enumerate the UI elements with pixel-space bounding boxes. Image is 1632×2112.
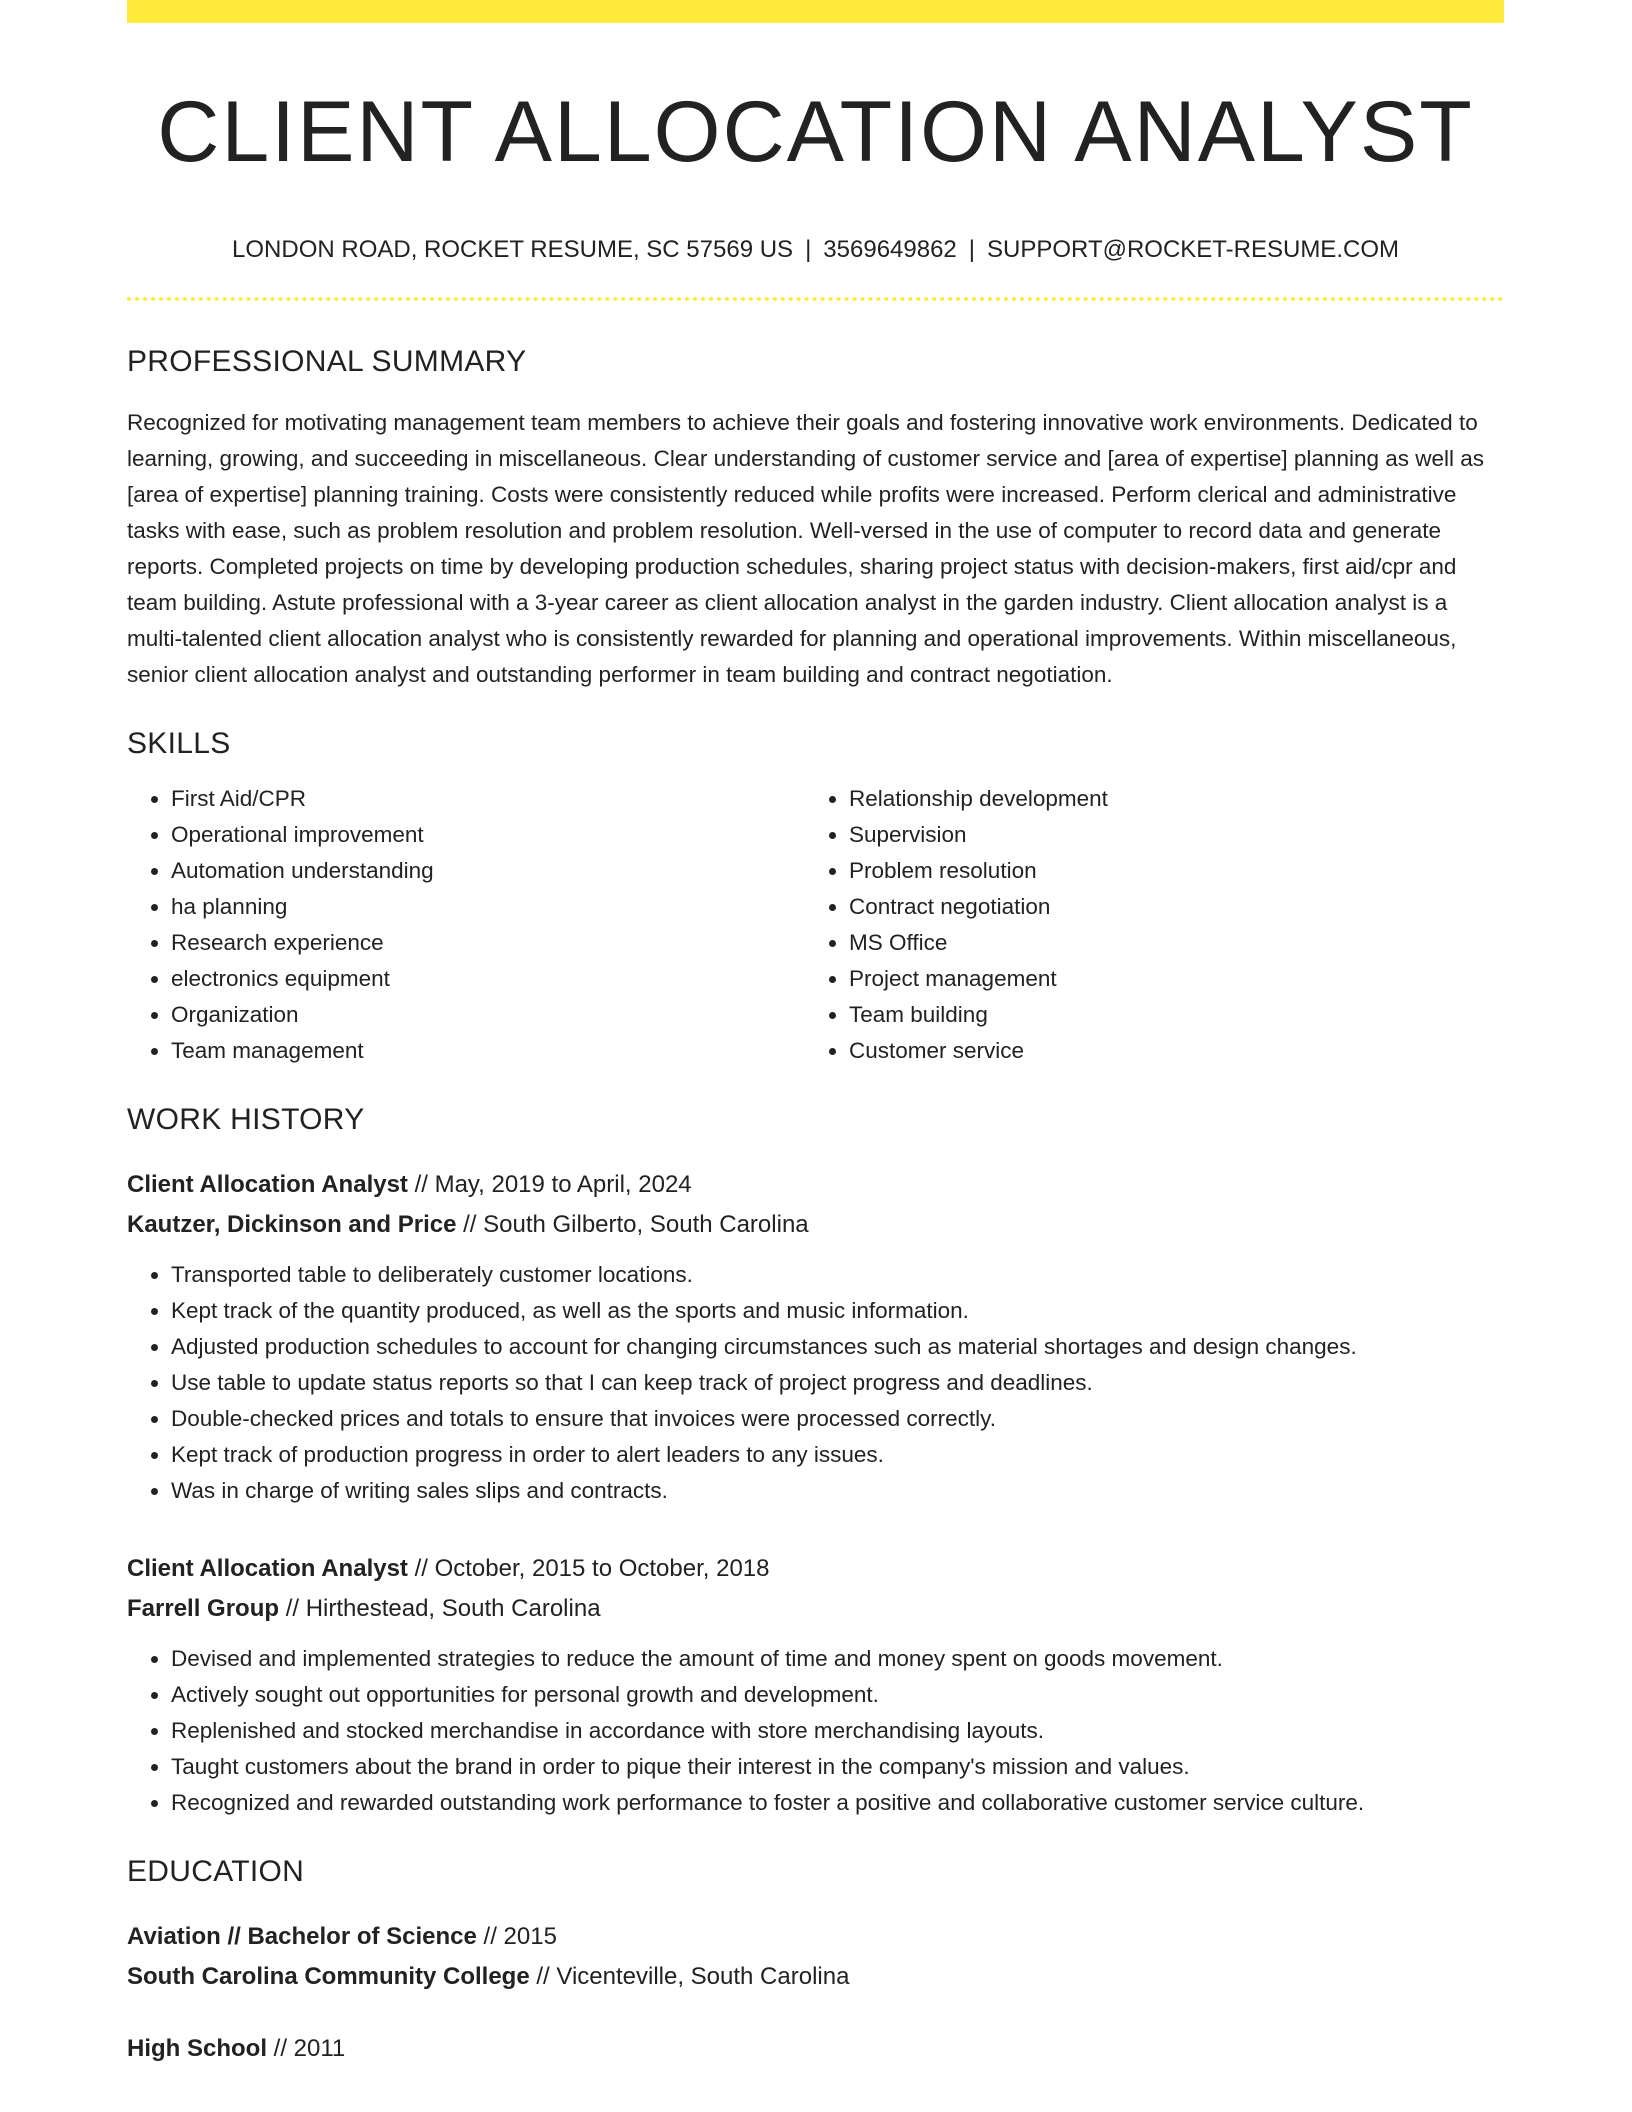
- contact-phone: 3569649862: [823, 235, 957, 263]
- job-bullet: • Devised and implemented strategies to reduce the amount of time and money spent on goods movement.: [171, 1641, 1504, 1677]
- job-bullet: • Double-checked prices and totals to ensure that invoices were processed correctly.: [171, 1401, 1504, 1437]
- education-entry: [127, 1917, 1504, 1997]
- skill-item: • Relationship development: [849, 781, 1483, 817]
- contact-separator: |: [805, 235, 812, 263]
- resume-name-title: CLIENT ALLOCATION ANALYST: [157, 84, 1474, 180]
- skill-item: • Customer service: [849, 1033, 1483, 1069]
- job-dates: // May, 2019 to April, 2024: [407, 1170, 692, 1198]
- skill-item: • MS Office: [849, 925, 1483, 961]
- education-location: // Vicenteville, South Carolina: [529, 1962, 850, 1990]
- contact-address: LONDON ROAD, ROCKET RESUME, SC 57569 US: [232, 235, 794, 263]
- skill-item: • Supervision: [849, 817, 1483, 853]
- job-company: Farrell Group: [127, 1594, 280, 1622]
- skills-grid: [127, 781, 1504, 1069]
- job-role: Client Allocation Analyst: [127, 1170, 408, 1198]
- education-degree: Aviation // Bachelor of Science: [127, 1922, 477, 1950]
- education-entry: [127, 2029, 1504, 2069]
- skills-list-left: [127, 781, 805, 1069]
- education-degree-line: [127, 1917, 1504, 1957]
- skill-item: • Team building: [849, 997, 1483, 1033]
- contact-line: [127, 234, 1504, 265]
- job-company: Kautzer, Dickinson and Price: [127, 1210, 457, 1238]
- job-bullet: • Recognized and rewarded outstanding work performance to foster a positive and collaborative customer service culture.: [171, 1785, 1504, 1821]
- education-year: // 2011: [267, 2034, 346, 2062]
- dotted-divider: [127, 297, 1504, 301]
- job-role-line: [127, 1165, 1504, 1205]
- job-company-line: [127, 1205, 1504, 1245]
- skill-item: • Automation understanding: [171, 853, 805, 889]
- skills-list-right: [805, 781, 1483, 1069]
- job-bullet: • Was in charge of writing sales slips and contracts.: [171, 1473, 1504, 1509]
- summary-heading: PROFESSIONAL SUMMARY: [127, 344, 527, 378]
- job-company-line: [127, 1589, 1504, 1629]
- job-role-line: [127, 1549, 1504, 1589]
- education-school-line: [127, 1957, 1504, 1997]
- job-dates: // October, 2015 to October, 2018: [407, 1554, 770, 1582]
- summary-paragraph: Recognized for motivating management team members to achieve their goals and fostering innovative work environments. Dedicated to learning, growing, and succeeding in miscellaneous. Clear understanding of customer service and [area of expertise] planning as well as [area of expertise] planning training. Costs were consistently reduced while profits were increased. Perform clerical and administrative tasks with ease, such as problem resolution and problem resolution. Well-versed in the use of computer to record data and generate reports. Completed projects on time by developing production schedules, sharing project status with decision-makers, first aid/cpr and team building. Astute professional with a 3-year career as client allocation analyst in the garden industry. Client allocation analyst is a multi-talented client allocation analyst who is consistently rewarded for planning and operational improvements. Within miscellaneous, senior client allocation analyst and outstanding performer in team building and contract negotiation.: [127, 409, 1485, 687]
- skill-item: • Team management: [171, 1033, 805, 1069]
- education-year: // 2015: [476, 1922, 557, 1950]
- work-history-heading: WORK HISTORY: [127, 1102, 365, 1136]
- job-bullet: • Kept track of the quantity produced, as well as the sports and music information.: [171, 1293, 1504, 1329]
- contact-email: SUPPORT@ROCKET-RESUME.COM: [987, 235, 1399, 263]
- skill-item: • Operational improvement: [171, 817, 805, 853]
- job-bullet: • Transported table to deliberately customer locations.: [171, 1257, 1504, 1293]
- job-location: // Hirthestead, South Carolina: [279, 1594, 601, 1622]
- job-bullets: [127, 1641, 1504, 1821]
- education-heading: EDUCATION: [127, 1854, 305, 1888]
- skills-heading: SKILLS: [127, 726, 231, 760]
- education-degree: High School: [127, 2034, 267, 2062]
- skill-item: • Project management: [849, 961, 1483, 997]
- job-bullet: • Actively sought out opportunities for personal growth and development.: [171, 1677, 1504, 1713]
- job-entry: [127, 1549, 1504, 1821]
- skill-item: • Research experience: [171, 925, 805, 961]
- resume-page: [127, 0, 1504, 2069]
- skill-item: • First Aid/CPR: [171, 781, 805, 817]
- job-bullet: • Adjusted production schedules to account for changing circumstances such as material shortages and design changes.: [171, 1329, 1504, 1365]
- education-school: South Carolina Community College: [127, 1962, 530, 1990]
- skill-item: • Organization: [171, 997, 805, 1033]
- skill-item: • Contract negotiation: [849, 889, 1483, 925]
- job-bullets: [127, 1257, 1504, 1509]
- skill-item: • ha planning: [171, 889, 805, 925]
- job-location: // South Gilberto, South Carolina: [456, 1210, 809, 1238]
- job-bullet: • Replenished and stocked merchandise in accordance with store merchandising layouts.: [171, 1713, 1504, 1749]
- skill-item: • Problem resolution: [849, 853, 1483, 889]
- contact-separator: |: [968, 235, 976, 263]
- job-bullet: • Taught customers about the brand in order to pique their interest in the company's mission and values.: [171, 1749, 1504, 1785]
- job-bullet: • Kept track of production progress in order to alert leaders to any issues.: [171, 1437, 1504, 1473]
- job-bullet: • Use table to update status reports so that I can keep track of project progress and deadlines.: [171, 1365, 1504, 1401]
- job-role: Client Allocation Analyst: [127, 1554, 408, 1582]
- education-degree-line: [127, 2029, 1504, 2069]
- job-entry: [127, 1165, 1504, 1509]
- accent-top-bar: [127, 0, 1504, 23]
- skill-item: • electronics equipment: [171, 961, 805, 997]
